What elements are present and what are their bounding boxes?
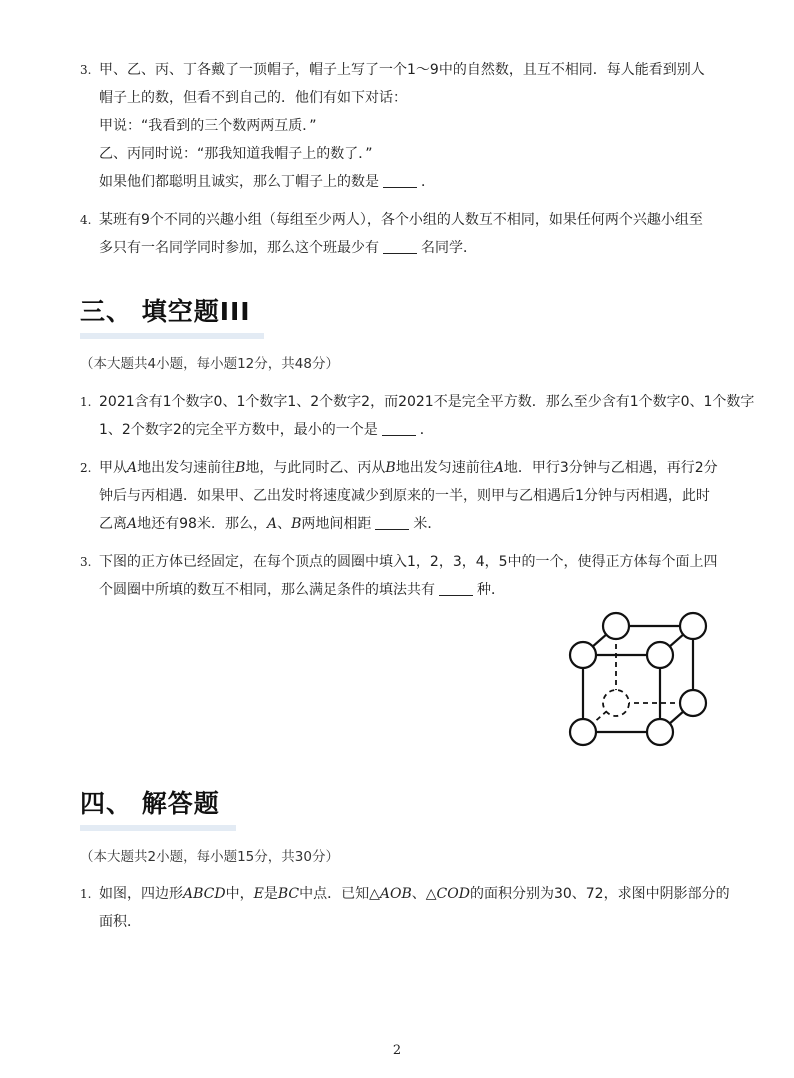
vertex-circle (680, 613, 706, 639)
question-number: 2. (80, 461, 92, 475)
vertex-circle (570, 719, 596, 745)
question-text: 乙离A地还有98米．那么，A、B两地间相距 米． (99, 516, 442, 532)
question-text: 钟后与丙相遇．如果甲、乙出发时将速度减少到原来的一半，则甲与乙相遇后1分钟与丙相遇，此时 (99, 488, 710, 504)
answer-blank (375, 515, 409, 530)
answer-blank (383, 173, 417, 188)
question-text: 如果他们都聪明且诚实，那么丁帽子上的数是 ． (99, 174, 435, 190)
cube-figure (560, 606, 720, 754)
question-text: 如图，四边形ABCD中，E是BC中点．已知△AOB、△COD的面积分别为30、72，求图中阴影部分的 (99, 886, 730, 902)
question-2 (80, 454, 720, 538)
vertex-circle (603, 613, 629, 639)
section-note: （本大题共2小题，每小题15分，共30分） (80, 849, 339, 865)
question-number: 1. (80, 887, 92, 901)
question-3b (80, 548, 720, 604)
question-text: 个圆圈中所填的数互不相同，那么满足条件的填法共有 种． (99, 582, 505, 598)
vertex-circle (680, 690, 706, 716)
question-text: 乙、丙同时说：“那我知道我帽子上的数了．” (99, 146, 373, 162)
page-number: 2 (392, 1043, 402, 1058)
question-3 (80, 56, 720, 196)
question-1 (80, 388, 755, 444)
question-text: 2021含有1个数字0、1个数字1、2个数字2，而2021不是完全平方数．那么至少含有1个数字0、1个数字 (99, 394, 755, 410)
question-text: 某班有9个不同的兴趣小组（每组至少两人），各个小组的人数互不相同，如果任何两个兴趣小组至 (99, 212, 703, 228)
question-4 (80, 206, 720, 262)
section-title: 四、 解答题 (80, 789, 220, 818)
vertex-circle (647, 642, 673, 668)
question-number: 1. (80, 395, 92, 409)
question-number: 3. (80, 63, 92, 77)
section-underline (80, 825, 236, 831)
vertex-circle (570, 642, 596, 668)
question-number: 4. (80, 213, 92, 227)
question-text: 甲说：“我看到的三个数两两互质．” (99, 118, 317, 134)
section-title: 三、 填空题III (80, 297, 251, 326)
answer-blank (382, 421, 416, 436)
answer-blank (383, 239, 417, 254)
question-text: 下图的正方体已经固定，在每个顶点的圆圈中填入1，2，3，4，5中的一个，使得正方体每个面上四 (99, 554, 718, 570)
answer-blank (439, 581, 473, 596)
question-text: 1、2个数字2的完全平方数中，最小的一个是 ． (99, 422, 434, 438)
hidden-vertex-circle (603, 690, 629, 716)
vertex-circle (647, 719, 673, 745)
question-text: 帽子上的数，但看不到自己的．他们有如下对话： (99, 90, 407, 106)
question-text: 多只有一名同学同时参加，那么这个班最少有 名同学． (99, 240, 477, 256)
question-text: 面积． (99, 914, 141, 930)
question-number: 3. (80, 555, 92, 569)
question-text: 甲从A地出发匀速前往B地，与此同时乙、丙从B地出发匀速前往A地．甲行3分钟与乙相遇，再行2分 (99, 460, 718, 476)
section-note: （本大题共4小题，每小题12分，共48分） (80, 356, 339, 372)
question-1b (80, 880, 730, 936)
section-underline (80, 333, 264, 339)
question-text: 甲、乙、丙、丁各戴了一顶帽子，帽子上写了一个1～9中的自然数，且互不相同．每人能看到别人 (99, 62, 705, 78)
